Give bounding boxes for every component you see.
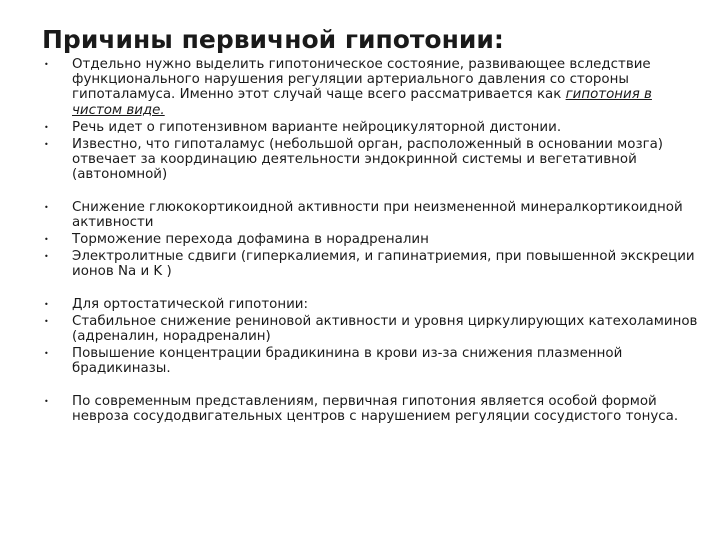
bullet-item [42, 297, 704, 312]
bullet-icon: • [44, 299, 49, 309]
bullet-text: Речь идет о гипотензивном варианте нейроцикуляторной дистонии. [72, 119, 562, 135]
bullet-group-2 [42, 200, 704, 280]
bullet-text: Электролитные сдвиги (гиперкалиемия, и гапинатриемия, при повышенной экскреции ионов Na и K ) [72, 249, 695, 280]
bullet-item [42, 314, 704, 344]
bullet-text: Повышение концентрации брадикинина в крови из-за снижения плазменной брадикиназы. [72, 346, 623, 377]
bullet-group-1 [42, 57, 704, 183]
bullet-text: Снижение глюкокортикоидной активности при неизмененной минералкортикоидной активности [72, 199, 683, 230]
bullet-icon: • [44, 60, 49, 69]
bullet-text-main: Отдельно нужно выделить гипотоническое состояние, развивающее вследствие функционального нарушения регуляции артериального давления со стороны гипоталамуса. Именно этот случай чаще всего рассматривается как [72, 57, 651, 103]
bullet-group-3 [42, 297, 704, 377]
bullet-text: Для ортостатической гипотонии: [72, 296, 308, 312]
bullet-content [42, 57, 704, 426]
bullet-item [42, 249, 704, 279]
bullet-icon: • [44, 202, 49, 212]
bullet-text: Стабильное снижение рениновой активности и уровня циркулирующих катехоламинов (адреналин, норадреналин) [72, 313, 698, 345]
bullet-icon: • [44, 349, 49, 359]
bullet-group-4 [42, 394, 704, 424]
bullet-icon: • [44, 122, 49, 132]
bullet-item [42, 346, 704, 376]
bullet-text: Известно, что гипоталамус (небольшой орган, расположенный в основании мозга) отвечает за координацию деятельности эндокринной системы и вегетативной (автономной) [72, 137, 664, 183]
slide-title: Причины первичной гипотонии: [42, 25, 504, 54]
bullet-item [42, 57, 704, 118]
bullet-item [42, 232, 704, 247]
emphasis-text: гипотония в чистом виде. [72, 87, 652, 118]
bullet-text: По современным представлениям, первичная гипотония является особой формой невроза сосудодвигательных центров с нарушением регуляции сосудистого тонуса. [72, 393, 679, 424]
bullet-icon: • [44, 252, 49, 262]
bullet-icon: • [44, 140, 49, 150]
bullet-icon: • [44, 316, 49, 326]
bullet-icon: • [44, 235, 49, 245]
bullet-text: Торможение перехода дофамина в норадреналин [72, 232, 429, 248]
bullet-item [42, 137, 704, 183]
bullet-icon: • [44, 396, 49, 406]
bullet-item [42, 200, 704, 230]
bullet-item [42, 120, 704, 135]
bullet-text [72, 57, 704, 118]
bullet-item [42, 394, 704, 424]
